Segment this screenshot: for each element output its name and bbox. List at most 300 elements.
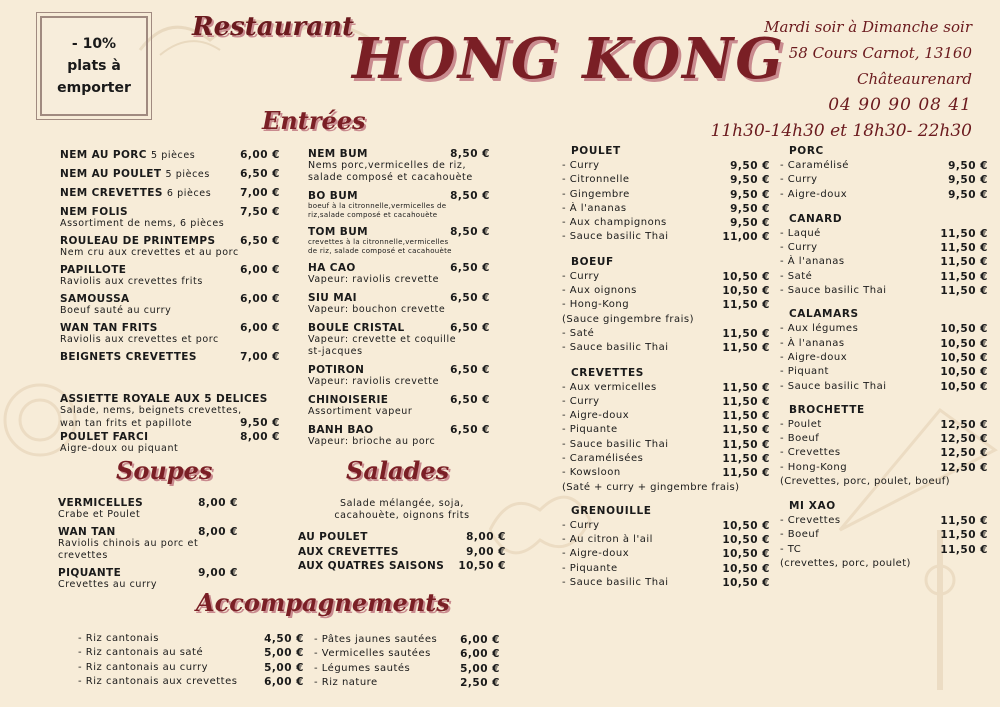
dish-price: 11,50 €: [722, 342, 770, 355]
menu-item-name: PIQUANTE: [58, 567, 122, 579]
dish-name: - Curry: [562, 160, 600, 171]
dish-item: [780, 159, 988, 173]
dish-item: [780, 380, 988, 394]
menu-item-name: [60, 149, 195, 161]
badge-line: plats à: [67, 58, 121, 74]
menu-item-row: [60, 187, 280, 199]
dish-item: [562, 313, 770, 327]
dish-price: 11,50 €: [940, 515, 988, 528]
dish-name: - Citronnelle: [562, 174, 630, 186]
list-item-name: - Riz cantonais aux crevettes: [78, 675, 238, 687]
dish-item: [562, 562, 770, 576]
menu-item-title: WAN TAN FRITS: [60, 322, 158, 334]
menu-item-title: NEM AU POULET: [60, 168, 162, 180]
menu-item-row: [308, 364, 490, 376]
dish-name: - TC: [780, 543, 802, 555]
dish-price: 10,50 €: [940, 380, 988, 393]
dish-name: - Aux vermicelles: [562, 381, 657, 393]
dish-name: - Piquant: [780, 366, 829, 378]
dish-name: (Sauce gingembre frais): [562, 313, 694, 325]
restaurant-label: Restaurant: [192, 12, 355, 42]
menu-item-price: 8,50 €: [450, 190, 490, 202]
dish-price: 10,50 €: [940, 366, 988, 379]
menu-item-name: [60, 206, 128, 218]
menu-item: [60, 149, 280, 161]
dish-price: 10,50 €: [722, 562, 770, 575]
list-item-price: 6,00 €: [460, 634, 500, 646]
dish-item: [780, 461, 988, 475]
dish-price: 11,50 €: [722, 299, 770, 312]
menu-item-price: 6,00 €: [240, 322, 280, 334]
dish-item: [780, 528, 988, 542]
menu-item-price: 9,50 €: [240, 417, 280, 429]
menu-item-desc: Vapeur: raviolis crevette: [308, 376, 440, 387]
menu-item-name: ASSIETTE ROYALE AUX 5 DELICES: [60, 393, 268, 405]
dish-item: [562, 173, 770, 187]
dish-price: 11,50 €: [722, 453, 770, 466]
dish-name: - Hong-Kong: [562, 299, 630, 311]
salades-list: [298, 498, 506, 574]
dish-name: - Laqué: [780, 227, 821, 239]
menu-item: [308, 148, 490, 184]
dish-note: (Crevettes, porc, poulet, boeuf): [780, 476, 950, 488]
dish-note: (Saté + curry + gingembre frais): [562, 481, 740, 493]
menu-item-name: [60, 322, 158, 334]
dish-name: - Hong-Kong: [780, 461, 848, 473]
menu-item-title: SAMOUSSA: [60, 293, 130, 305]
soupe-item: [58, 497, 238, 521]
menu-item: [308, 226, 490, 256]
dish-item: [780, 227, 988, 241]
menu-item-price: 6,50 €: [450, 364, 490, 376]
menu-item: [60, 351, 280, 363]
menu-item-row: [308, 226, 490, 238]
dish-item: [780, 365, 988, 379]
menu-item-name: BO BUM: [308, 190, 358, 202]
dish-item: [562, 341, 770, 355]
dish-item: [562, 159, 770, 173]
dish-price: 10,50 €: [722, 576, 770, 589]
restaurant-info: [672, 14, 972, 144]
menu-item-name: [60, 351, 197, 363]
dish-name: - Poulet: [780, 418, 822, 430]
dish-item: [780, 446, 988, 460]
menu-item-desc: Raviolis chinois au porc et: [58, 538, 199, 549]
assiette-royale: [60, 393, 280, 455]
dish-group-title: BOEUF: [571, 255, 614, 268]
menu-item-price: 8,50 €: [450, 226, 490, 238]
dish-name: - Sauce basilic Thai: [780, 285, 887, 297]
dish-price: 12,50 €: [940, 433, 988, 446]
dish-group-title: CREVETTES: [571, 366, 644, 379]
dish-name: - Aux légumes: [780, 323, 859, 335]
menu-item: [308, 262, 490, 286]
menu-item-desc: Vapeur: raviolis crevette: [308, 274, 440, 285]
menu-item-desc: Aigre-doux ou piquant: [60, 443, 179, 454]
menu-item-row: [60, 351, 280, 363]
menu-item: [60, 187, 280, 199]
list-item: [78, 675, 304, 689]
dish-name: - Aigre-doux: [562, 548, 630, 560]
dish-item: [562, 438, 770, 452]
menu-item-name: AUX QUATRES SAISONS: [298, 560, 445, 572]
plats-column-2: [780, 145, 988, 571]
list-item-name: - Pâtes jaunes sautées: [314, 634, 438, 645]
dish-price: 9,50 €: [948, 174, 988, 187]
dish-group: [780, 213, 988, 298]
dish-name: - Aigre-doux: [562, 410, 630, 422]
menu-item-name: HA CAO: [308, 262, 356, 274]
dish-name: - Caramélisées: [562, 453, 644, 465]
dish-name: - Piquante: [562, 424, 618, 436]
plats-column-1: [562, 145, 770, 590]
list-item-name: - Riz cantonais: [78, 633, 159, 644]
dish-price: 9,50 €: [948, 160, 988, 172]
list-item-price: 2,50 €: [460, 676, 500, 689]
menu-item-desc: Vapeur: crevette et coquille: [308, 334, 457, 345]
menu-item-price: 6,50 €: [450, 394, 490, 406]
menu-item-desc: Salade, nems, beignets crevettes,: [60, 405, 242, 416]
menu-item-desc: Vapeur: brioche au porc: [308, 436, 436, 447]
menu-item-row: [60, 293, 280, 305]
section-title-accompagnements: Accompagnements: [196, 588, 450, 617]
list-item-name: - Légumes sautés: [314, 662, 411, 674]
menu-item: [308, 364, 490, 388]
menu-item-desc: Assortiment de nems, 6 pièces: [60, 218, 225, 229]
soupe-item: [58, 567, 238, 591]
dish-item: [562, 216, 770, 230]
menu-item-desc: boeuf à la citronnelle,vermicelles de: [308, 202, 447, 210]
dish-price: 11,50 €: [940, 242, 988, 255]
menu-item-price: 6,00 €: [240, 293, 280, 305]
dish-name: - Sauce basilic Thai: [780, 380, 887, 392]
dish-group-title: POULET: [571, 145, 621, 157]
menu-item-row: [308, 148, 490, 160]
menu-item-title: NEM CREVETTES: [60, 187, 163, 199]
dish-group: [780, 404, 988, 489]
dish-item: [562, 188, 770, 202]
dish-name: - Sauce basilic Thai: [562, 576, 669, 588]
opening-hours: 11h30-14h30 et 18h30- 22h30: [710, 121, 972, 141]
menu-item-desc: wan tan frits et papillote: [60, 418, 193, 429]
entrees-middle-column: [308, 148, 490, 454]
menu-item-price: 7,50 €: [240, 206, 280, 218]
menu-item-row: [308, 394, 490, 406]
menu-item-desc: de riz, salade composé et cacahouète: [308, 247, 452, 255]
menu-item-price: 6,50 €: [450, 292, 490, 304]
menu-item-qty: 6 pièces: [166, 188, 212, 199]
dish-price: 11,50 €: [722, 410, 770, 423]
dish-group: [562, 367, 770, 495]
dish-item: [562, 298, 770, 312]
dish-price: 9,50 €: [730, 174, 770, 187]
menu-item-name: POULET FARCI: [60, 431, 149, 443]
dish-price: 11,50 €: [722, 395, 770, 408]
dish-item: [562, 327, 770, 341]
soupes-list: [58, 497, 238, 596]
dish-item: [780, 418, 988, 432]
dish-price: 10,50 €: [940, 351, 988, 364]
dish-price: 10,50 €: [722, 548, 770, 561]
menu-item: [60, 264, 280, 288]
phone-number: 04 90 90 08 41: [828, 95, 972, 115]
menu-item-price: 8,50 €: [450, 148, 490, 160]
menu-item-price: 6,50 €: [240, 235, 280, 247]
menu-item-price: 6,00 €: [240, 264, 280, 276]
dish-price: 10,50 €: [722, 270, 770, 283]
dish-name: - Boeuf: [780, 529, 820, 541]
dish-item: [780, 432, 988, 446]
menu-item-price: 7,00 €: [240, 351, 280, 363]
list-item-name: - Riz cantonais au saté: [78, 647, 204, 659]
menu-item: [60, 235, 280, 259]
dish-price: 9,50 €: [730, 217, 770, 230]
menu-item-desc: Boeuf sauté au curry: [60, 305, 172, 316]
dish-name: - Aigre-doux: [780, 188, 848, 200]
list-item: [314, 647, 500, 661]
dish-item: [780, 241, 988, 255]
list-item: [314, 662, 500, 676]
menu-item-row: [58, 497, 238, 509]
menu-item-qty: 5 pièces: [165, 169, 210, 180]
dish-name: - Gingembre: [562, 188, 630, 200]
menu-item-title: NEM AU PORC: [60, 149, 147, 161]
menu-item-name: BANH BAO: [308, 424, 374, 436]
list-item: [78, 632, 304, 646]
dish-group: [780, 308, 988, 393]
dish-group: [562, 505, 770, 590]
menu-item-price: 8,00 €: [198, 526, 238, 538]
dish-item: [780, 188, 988, 202]
dish-item: [562, 466, 770, 480]
list-item: [314, 676, 500, 690]
opening-days: Mardi soir à Dimanche soir: [764, 18, 972, 36]
menu-item-title: PAPILLOTE: [60, 264, 127, 276]
menu-item-name: TOM BUM: [308, 226, 368, 238]
menu-item-row: [308, 322, 490, 334]
dish-name: - Aigre-doux: [780, 351, 848, 363]
dish-item: [780, 284, 988, 298]
dish-price: 11,50 €: [722, 467, 770, 480]
dish-name: - Saté: [562, 327, 595, 339]
dish-name: - Aux oignons: [562, 285, 637, 297]
dish-price: 11,50 €: [722, 327, 770, 340]
dish-price: 9,50 €: [948, 188, 988, 201]
menu-item-row: [58, 567, 238, 579]
menu-item-title: BEIGNETS CREVETTES: [60, 351, 197, 363]
menu-item-row: [308, 190, 490, 202]
section-title-soupes: Soupes: [116, 456, 213, 485]
dish-name: - À l'ananas: [780, 337, 845, 349]
dish-name: - Sauce basilic Thai: [562, 438, 669, 450]
entrees-left-column: [60, 149, 280, 370]
list-item-price: 5,00 €: [264, 661, 304, 674]
dish-price: 12,50 €: [940, 447, 988, 460]
menu-item-row: [60, 168, 280, 180]
menu-item-row: [308, 292, 490, 304]
dish-price: 11,50 €: [940, 529, 988, 542]
menu-item-price: 9,00 €: [466, 545, 506, 558]
menu-item-price: 8,00 €: [466, 531, 506, 543]
dish-item: [562, 230, 770, 244]
dish-name: - Curry: [562, 270, 600, 282]
dish-item: [562, 381, 770, 395]
menu-item: [308, 190, 490, 220]
dish-price: 9,50 €: [730, 202, 770, 215]
menu-item-desc: Assortiment vapeur: [308, 406, 413, 417]
dish-price: 9,50 €: [730, 160, 770, 172]
menu-item-price: 6,50 €: [240, 168, 280, 180]
restaurant-name: HONG KONG: [352, 26, 786, 92]
section-title-salades: Salades: [346, 456, 450, 485]
menu-item: [60, 206, 280, 230]
menu-item-row: [58, 526, 238, 538]
dish-item: [780, 173, 988, 187]
dish-item: [780, 270, 988, 284]
dish-price: 10,50 €: [940, 323, 988, 336]
menu-item-desc: st-jacques: [308, 346, 363, 357]
dish-price: 11,50 €: [722, 424, 770, 437]
menu-item-name: [60, 293, 130, 305]
menu-item-row: [60, 235, 280, 247]
menu-item-row: [60, 206, 280, 218]
dish-group-title: BROCHETTE: [789, 403, 865, 416]
menu-item-name: SIU MAI: [308, 292, 357, 304]
dish-price: 12,50 €: [940, 418, 988, 431]
dish-price: 11,50 €: [940, 256, 988, 269]
dish-name: - Curry: [780, 174, 818, 186]
menu-item-price: 6,50 €: [450, 322, 490, 334]
menu-item-name: [60, 235, 215, 247]
menu-item-name: [60, 187, 211, 199]
menu-item-price: 6,50 €: [450, 262, 490, 274]
menu-item: [308, 394, 490, 418]
accompagnements-right: [314, 633, 500, 690]
dish-item: [562, 452, 770, 466]
dish-item: [562, 533, 770, 547]
menu-item-row: [308, 424, 490, 436]
salade-desc: Salade mélangée, soja,: [340, 498, 464, 509]
dish-price: 11,00 €: [722, 231, 770, 244]
menu-item-desc: Raviolis aux crevettes frits: [60, 276, 203, 287]
badge-line: - 10%: [71, 36, 117, 52]
list-item-price: 4,50 €: [264, 633, 304, 645]
accompagnements-left: [78, 632, 304, 689]
dish-price: 10,50 €: [722, 519, 770, 532]
dish-name: - Sauce basilic Thai: [562, 231, 669, 243]
menu-item-price: 6,00 €: [240, 149, 280, 161]
section-title-entrees: Entrées: [262, 106, 366, 135]
dish-group: [562, 256, 770, 356]
salade-item: [298, 559, 506, 574]
dish-item: [562, 423, 770, 437]
menu-item-name: WAN TAN: [58, 526, 116, 538]
menu-item-desc: Nem cru aux crevettes et au porc: [60, 247, 239, 258]
menu-item-price: 7,00 €: [240, 187, 280, 199]
menu-item: [308, 292, 490, 316]
dish-group-title: GRENOUILLE: [571, 504, 652, 517]
dish-item: [562, 547, 770, 561]
menu-item-desc: Raviolis aux crevettes et porc: [60, 334, 219, 345]
menu-item: [60, 168, 280, 180]
menu-item-name: [60, 264, 126, 276]
dish-price: 10,50 €: [722, 533, 770, 546]
dish-name: - Curry: [562, 519, 600, 531]
menu-item-name: AU POULET: [298, 531, 368, 543]
dish-price: 11,50 €: [940, 270, 988, 283]
list-item-name: - Vermicelles sautées: [314, 648, 431, 660]
dish-group-title: CALAMARS: [789, 308, 859, 321]
menu-item-price: 8,00 €: [240, 431, 280, 443]
dish-name: - Piquante: [562, 562, 618, 574]
menu-item-row: [60, 264, 280, 276]
menu-item-desc: Vapeur: bouchon crevette: [308, 304, 446, 315]
menu-item-desc: Nems porc,vermicelles de riz,: [308, 160, 467, 171]
dish-name: - À l'ananas: [780, 256, 845, 268]
list-item: [314, 633, 500, 647]
dish-name: - Aux champignons: [562, 217, 667, 229]
dish-price: 9,50 €: [730, 188, 770, 201]
menu-item-price: 8,00 €: [198, 497, 238, 509]
dish-group: [780, 145, 988, 202]
dish-price: 11,50 €: [722, 381, 770, 394]
dish-item: [562, 519, 770, 533]
dish-name: - Crevettes: [780, 515, 841, 527]
list-item: [78, 646, 304, 660]
menu-item-name: NEM BUM: [308, 148, 368, 160]
list-item-name: - Riz nature: [314, 676, 378, 688]
dish-group-title: MI XAO: [789, 500, 836, 513]
dish-item: [562, 202, 770, 216]
menu-item-desc: Crabe et Poulet: [58, 509, 141, 520]
list-item-price: 5,00 €: [264, 647, 304, 660]
dish-note: (crevettes, porc, poulet): [780, 557, 911, 569]
menu-item-title: ROULEAU DE PRINTEMPS: [60, 235, 216, 247]
dish-item: [562, 270, 770, 284]
dish-price: 12,50 €: [940, 461, 988, 474]
menu-item-desc: crevettes à la citronnelle,vermicelles: [308, 238, 449, 246]
salade-item: [298, 530, 506, 545]
dish-item: [780, 322, 988, 336]
dish-name: - Kowsloon: [562, 467, 621, 479]
dish-name: - Caramélisé: [780, 160, 849, 171]
menu-item-name: POTIRON: [308, 364, 365, 376]
dish-item: [562, 284, 770, 298]
salade-desc: cacahouète, oignons frits: [334, 510, 470, 521]
menu-item-price: 10,50 €: [458, 560, 506, 572]
list-item-price: 5,00 €: [460, 662, 500, 675]
menu-item-desc: Crevettes au curry: [58, 579, 158, 590]
dish-price: 11,50 €: [940, 227, 988, 240]
badge-line: emporter: [57, 80, 131, 96]
list-item-name: - Riz cantonais au curry: [78, 661, 209, 673]
menu-item-qty: 5 pièces: [150, 150, 196, 161]
dish-item: [562, 409, 770, 423]
dish-group: [780, 500, 988, 571]
menu-item-row: [60, 149, 280, 161]
dish-name: - Boeuf: [780, 433, 820, 445]
menu-item: [308, 424, 490, 448]
dish-name: - Sauce basilic Thai: [562, 342, 669, 354]
menu-item: [60, 293, 280, 317]
menu-item-name: CHINOISERIE: [308, 394, 389, 406]
dish-item: [780, 337, 988, 351]
dish-name: - À l'ananas: [562, 202, 627, 214]
dish-name: - Saté: [780, 270, 813, 282]
dish-name: - Curry: [780, 242, 818, 254]
menu-item: [308, 322, 490, 358]
address: 58 Cours Carnot, 13160 Châteaurenard: [788, 44, 972, 88]
